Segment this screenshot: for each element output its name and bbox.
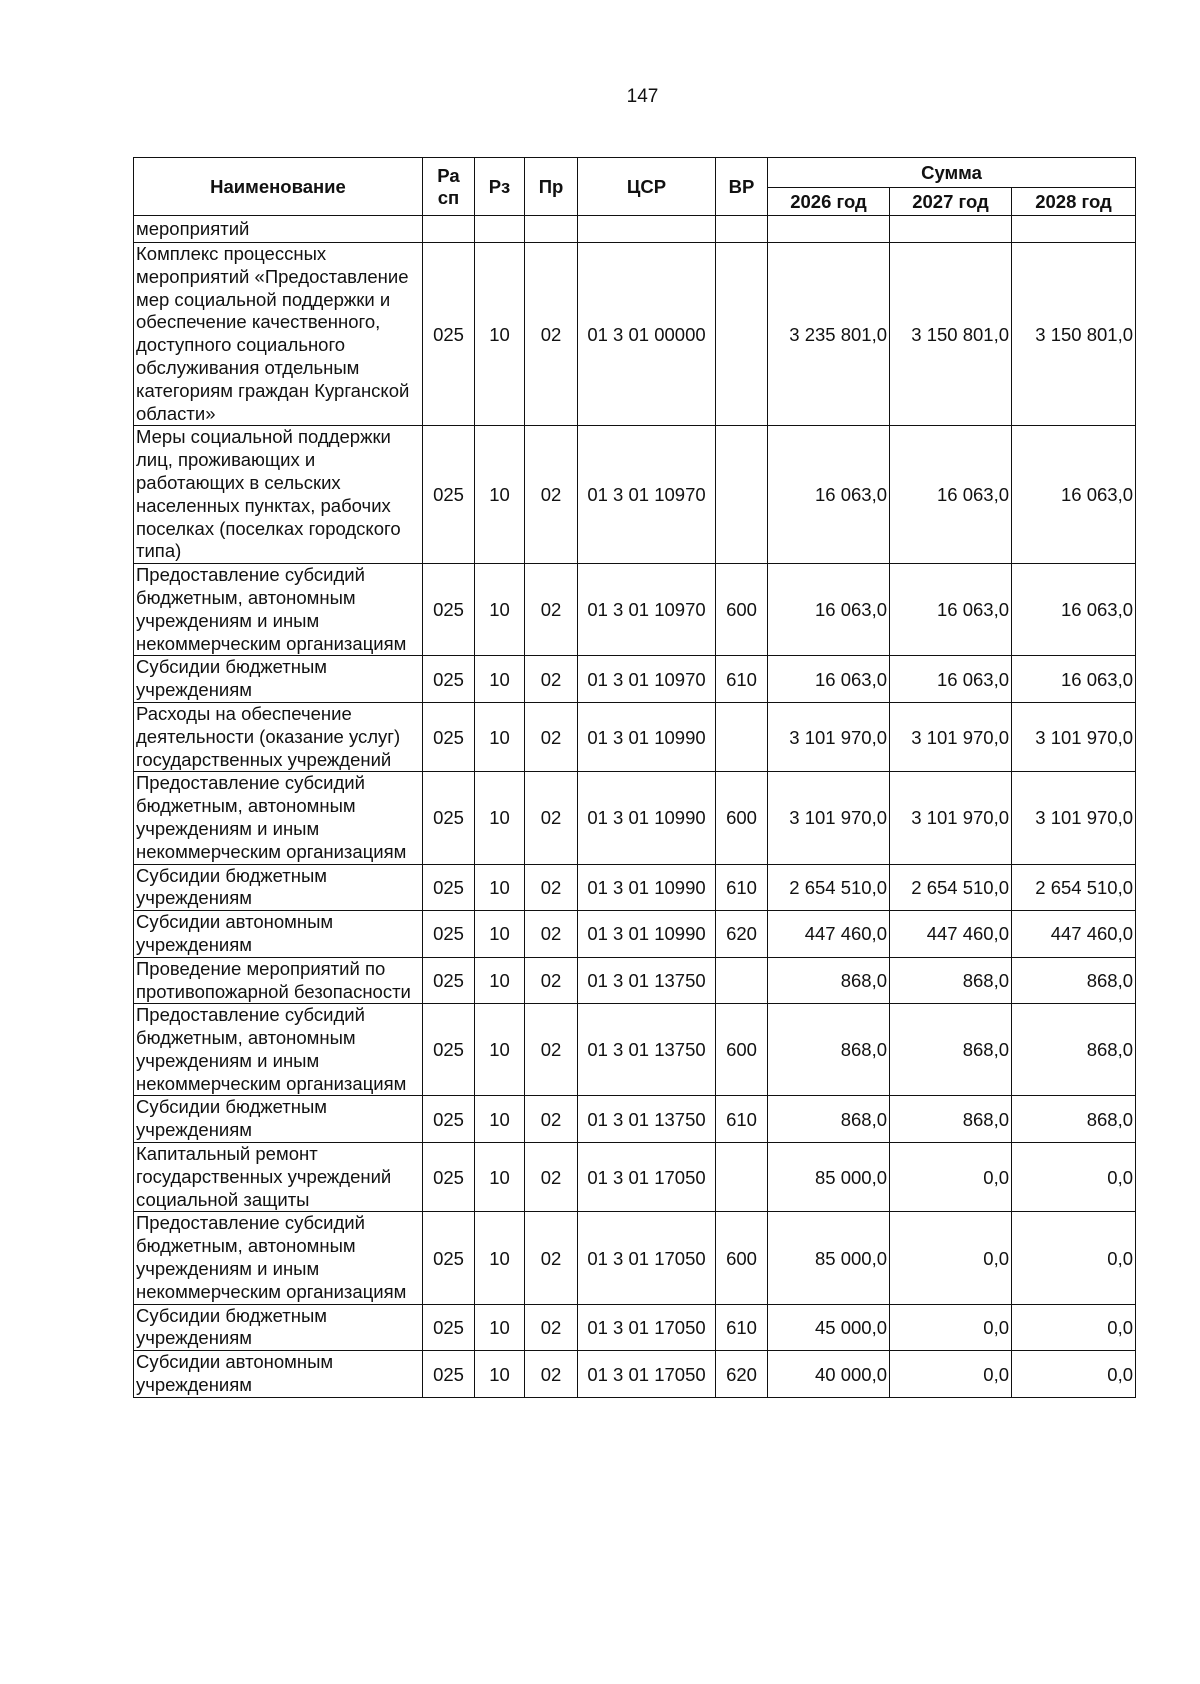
table-row	[134, 656, 1136, 703]
cell-vr: 620	[716, 1351, 768, 1398]
cell-sum-2028: 868,0	[1012, 957, 1136, 1004]
cell-sum-2027: 868,0	[890, 1096, 1012, 1143]
cell-pr: 02	[525, 656, 578, 703]
cell-rz: 10	[475, 772, 525, 864]
cell-sum-2027: 447 460,0	[890, 911, 1012, 958]
cell-rasp: 025	[423, 243, 475, 426]
cell-name: Субсидии автономным учреждениям	[134, 1351, 423, 1398]
cell-sum-2026: 868,0	[768, 1004, 890, 1096]
page-number: 147	[626, 86, 659, 107]
cell-sum-2026: 16 063,0	[768, 564, 890, 656]
cell-vr: 610	[716, 1304, 768, 1351]
cell-csr	[578, 216, 716, 243]
cell-vr	[716, 426, 768, 564]
cell-sum-2028: 3 150 801,0	[1012, 243, 1136, 426]
cell-rasp: 025	[423, 1351, 475, 1398]
header-rz: Рз	[475, 158, 525, 216]
table-header	[134, 158, 1136, 216]
cell-rz: 10	[475, 656, 525, 703]
cell-sum-2028: 16 063,0	[1012, 426, 1136, 564]
cell-sum-2027: 16 063,0	[890, 426, 1012, 564]
cell-vr: 600	[716, 772, 768, 864]
cell-sum-2027: 3 101 970,0	[890, 772, 1012, 864]
cell-csr: 01 3 01 10990	[578, 864, 716, 911]
table-body	[134, 216, 1136, 1398]
cell-pr: 02	[525, 1212, 578, 1304]
cell-csr: 01 3 01 17050	[578, 1212, 716, 1304]
table-row	[134, 1004, 1136, 1096]
cell-csr: 01 3 01 17050	[578, 1143, 716, 1212]
header-year-2027: 2027 год	[890, 188, 1012, 216]
cell-name: мероприятий	[134, 216, 423, 243]
cell-rasp: 025	[423, 864, 475, 911]
cell-sum-2027: 16 063,0	[890, 656, 1012, 703]
cell-name: Субсидии бюджетным учреждениям	[134, 1096, 423, 1143]
cell-rasp	[423, 216, 475, 243]
cell-name: Субсидии бюджетным учреждениям	[134, 864, 423, 911]
cell-vr	[716, 1143, 768, 1212]
cell-pr: 02	[525, 864, 578, 911]
cell-sum-2028: 0,0	[1012, 1351, 1136, 1398]
cell-sum-2026: 2 654 510,0	[768, 864, 890, 911]
header-name: Наименование	[134, 158, 423, 216]
cell-vr: 610	[716, 1096, 768, 1143]
header-csr: ЦСР	[578, 158, 716, 216]
cell-csr: 01 3 01 10990	[578, 702, 716, 771]
table-row	[134, 864, 1136, 911]
cell-sum-2026: 45 000,0	[768, 1304, 890, 1351]
cell-rz: 10	[475, 1212, 525, 1304]
cell-csr: 01 3 01 10970	[578, 656, 716, 703]
cell-sum-2026: 16 063,0	[768, 656, 890, 703]
cell-csr: 01 3 01 10970	[578, 426, 716, 564]
cell-name: Субсидии автономным учреждениям	[134, 911, 423, 958]
cell-rz: 10	[475, 243, 525, 426]
cell-csr: 01 3 01 10990	[578, 772, 716, 864]
cell-sum-2026: 3 235 801,0	[768, 243, 890, 426]
table-row	[134, 1143, 1136, 1212]
cell-pr: 02	[525, 1351, 578, 1398]
cell-sum-2027: 16 063,0	[890, 564, 1012, 656]
cell-rasp: 025	[423, 426, 475, 564]
cell-sum-2026: 3 101 970,0	[768, 772, 890, 864]
cell-sum-2026: 16 063,0	[768, 426, 890, 564]
cell-pr: 02	[525, 911, 578, 958]
cell-rz: 10	[475, 1143, 525, 1212]
table-row	[134, 1096, 1136, 1143]
cell-csr: 01 3 01 17050	[578, 1304, 716, 1351]
cell-sum-2028: 447 460,0	[1012, 911, 1136, 958]
table-row	[134, 772, 1136, 864]
table-row	[134, 702, 1136, 771]
header-rasp: Ра сп	[423, 158, 475, 216]
cell-vr: 610	[716, 864, 768, 911]
cell-rz: 10	[475, 564, 525, 656]
cell-pr: 02	[525, 702, 578, 771]
table-row	[134, 564, 1136, 656]
cell-sum-2026: 868,0	[768, 1096, 890, 1143]
cell-pr: 02	[525, 772, 578, 864]
cell-name: Меры социальной поддержки лиц, проживающих и работающих в сельских населенных пунктах, рабочих поселках (поселках городского типа)	[134, 426, 423, 564]
cell-rz: 10	[475, 1004, 525, 1096]
cell-rasp: 025	[423, 1143, 475, 1212]
cell-rz: 10	[475, 1351, 525, 1398]
cell-sum-2027	[890, 216, 1012, 243]
cell-sum-2026: 447 460,0	[768, 911, 890, 958]
cell-rasp: 025	[423, 702, 475, 771]
cell-rz: 10	[475, 864, 525, 911]
cell-sum-2028: 2 654 510,0	[1012, 864, 1136, 911]
header-pr: Пр	[525, 158, 578, 216]
cell-sum-2028: 3 101 970,0	[1012, 702, 1136, 771]
cell-rasp: 025	[423, 656, 475, 703]
cell-rz: 10	[475, 911, 525, 958]
table-row	[134, 243, 1136, 426]
cell-rz	[475, 216, 525, 243]
cell-sum-2027: 0,0	[890, 1351, 1012, 1398]
cell-pr: 02	[525, 426, 578, 564]
table-row	[134, 1212, 1136, 1304]
header-sum: Сумма	[768, 158, 1136, 188]
cell-pr: 02	[525, 957, 578, 1004]
cell-sum-2028: 0,0	[1012, 1304, 1136, 1351]
cell-csr: 01 3 01 10970	[578, 564, 716, 656]
cell-vr	[716, 243, 768, 426]
cell-vr: 600	[716, 1212, 768, 1304]
cell-sum-2027: 3 150 801,0	[890, 243, 1012, 426]
table-row	[134, 911, 1136, 958]
cell-csr: 01 3 01 17050	[578, 1351, 716, 1398]
cell-pr: 02	[525, 1004, 578, 1096]
cell-rasp: 025	[423, 957, 475, 1004]
cell-name: Предоставление субсидий бюджетным, автономным учреждениям и иным некоммерческим организациям	[134, 1212, 423, 1304]
cell-sum-2027: 0,0	[890, 1304, 1012, 1351]
cell-vr	[716, 216, 768, 243]
cell-sum-2026: 3 101 970,0	[768, 702, 890, 771]
cell-vr	[716, 957, 768, 1004]
cell-rz: 10	[475, 426, 525, 564]
cell-rz: 10	[475, 702, 525, 771]
cell-vr: 620	[716, 911, 768, 958]
cell-sum-2027: 3 101 970,0	[890, 702, 1012, 771]
cell-pr: 02	[525, 564, 578, 656]
cell-sum-2026: 40 000,0	[768, 1351, 890, 1398]
cell-vr: 600	[716, 1004, 768, 1096]
cell-name: Расходы на обеспечение деятельности (оказание услуг) государственных учреждений	[134, 702, 423, 771]
cell-vr: 610	[716, 656, 768, 703]
cell-sum-2027: 868,0	[890, 1004, 1012, 1096]
cell-name: Предоставление субсидий бюджетным, автономным учреждениям и иным некоммерческим организациям	[134, 564, 423, 656]
cell-sum-2028: 0,0	[1012, 1143, 1136, 1212]
cell-sum-2027: 0,0	[890, 1143, 1012, 1212]
cell-csr: 01 3 01 10990	[578, 911, 716, 958]
cell-rasp: 025	[423, 1004, 475, 1096]
table-row	[134, 216, 1136, 243]
cell-vr	[716, 702, 768, 771]
cell-csr: 01 3 01 00000	[578, 243, 716, 426]
header-vr: ВР	[716, 158, 768, 216]
cell-sum-2028: 16 063,0	[1012, 564, 1136, 656]
table-row	[134, 1304, 1136, 1351]
cell-pr: 02	[525, 243, 578, 426]
cell-rz: 10	[475, 957, 525, 1004]
budget-table	[133, 157, 1136, 1398]
cell-rasp: 025	[423, 564, 475, 656]
cell-sum-2026: 85 000,0	[768, 1212, 890, 1304]
cell-rasp: 025	[423, 772, 475, 864]
cell-sum-2026	[768, 216, 890, 243]
cell-sum-2027: 0,0	[890, 1212, 1012, 1304]
header-year-2028: 2028 год	[1012, 188, 1136, 216]
cell-sum-2026: 85 000,0	[768, 1143, 890, 1212]
cell-sum-2028: 3 101 970,0	[1012, 772, 1136, 864]
cell-rasp: 025	[423, 1212, 475, 1304]
cell-pr	[525, 216, 578, 243]
cell-sum-2026: 868,0	[768, 957, 890, 1004]
cell-sum-2028: 868,0	[1012, 1004, 1136, 1096]
cell-sum-2027: 2 654 510,0	[890, 864, 1012, 911]
header-year-2026: 2026 год	[768, 188, 890, 216]
cell-sum-2028: 0,0	[1012, 1212, 1136, 1304]
cell-pr: 02	[525, 1304, 578, 1351]
cell-name: Проведение мероприятий по противопожарной безопасности	[134, 957, 423, 1004]
cell-sum-2028	[1012, 216, 1136, 243]
cell-sum-2028: 16 063,0	[1012, 656, 1136, 703]
cell-name: Субсидии бюджетным учреждениям	[134, 1304, 423, 1351]
table-row	[134, 1351, 1136, 1398]
cell-name: Капитальный ремонт государственных учреждений социальной защиты	[134, 1143, 423, 1212]
cell-name: Предоставление субсидий бюджетным, автономным учреждениям и иным некоммерческим организациям	[134, 1004, 423, 1096]
cell-name: Комплекс процессных мероприятий «Предоставление мер социальной поддержки и обеспечение качественного, доступного социального обслуживания отдельным категориям граждан Курганской области»	[134, 243, 423, 426]
cell-rz: 10	[475, 1096, 525, 1143]
cell-csr: 01 3 01 13750	[578, 957, 716, 1004]
cell-rasp: 025	[423, 1304, 475, 1351]
cell-csr: 01 3 01 13750	[578, 1096, 716, 1143]
cell-rz: 10	[475, 1304, 525, 1351]
cell-csr: 01 3 01 13750	[578, 1004, 716, 1096]
cell-sum-2028: 868,0	[1012, 1096, 1136, 1143]
cell-rasp: 025	[423, 911, 475, 958]
cell-pr: 02	[525, 1143, 578, 1212]
cell-name: Субсидии бюджетным учреждениям	[134, 656, 423, 703]
cell-pr: 02	[525, 1096, 578, 1143]
cell-rasp: 025	[423, 1096, 475, 1143]
table-row	[134, 957, 1136, 1004]
table-row	[134, 426, 1136, 564]
cell-sum-2027: 868,0	[890, 957, 1012, 1004]
cell-vr: 600	[716, 564, 768, 656]
cell-name: Предоставление субсидий бюджетным, автономным учреждениям и иным некоммерческим организациям	[134, 772, 423, 864]
